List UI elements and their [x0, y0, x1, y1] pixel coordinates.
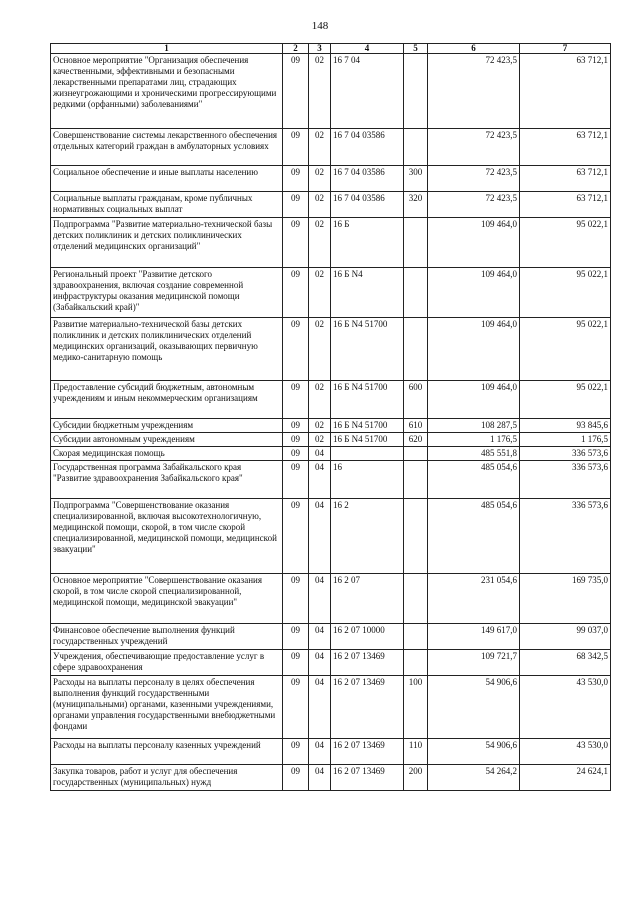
header-cell: 5	[404, 44, 428, 54]
amount-column-7: 63 712,1	[520, 166, 611, 192]
header-cell: 3	[309, 44, 331, 54]
target-code: 16 Б N4	[331, 268, 404, 318]
amount-column-7: 169 735,0	[520, 574, 611, 624]
expense-type-code	[404, 624, 428, 650]
expense-name: Учреждения, обеспечивающие предоставление услуг в сфере здравоохранения	[51, 650, 283, 676]
amount-column-6: 72 423,5	[428, 166, 520, 192]
subsection-code: 04	[309, 499, 331, 574]
expense-type-code	[404, 268, 428, 318]
table-row	[51, 574, 611, 624]
section-code: 09	[283, 765, 309, 791]
subsection-code: 02	[309, 419, 331, 433]
expense-type-code	[404, 461, 428, 499]
amount-column-6: 54 264,2	[428, 765, 520, 791]
budget-table	[50, 43, 611, 791]
target-code: 16 7 04 03586	[331, 166, 404, 192]
expense-type-code	[404, 447, 428, 461]
subsection-code: 02	[309, 166, 331, 192]
target-code: 16 2 07	[331, 574, 404, 624]
expense-type-code: 300	[404, 166, 428, 192]
header-cell: 6	[428, 44, 520, 54]
amount-column-7: 95 022,1	[520, 381, 611, 419]
expense-type-code: 600	[404, 381, 428, 419]
amount-column-7: 95 022,1	[520, 268, 611, 318]
section-code: 09	[283, 461, 309, 499]
section-code: 09	[283, 447, 309, 461]
expense-name: Расходы на выплаты персоналу казенных учреждений	[51, 739, 283, 765]
amount-column-7: 93 845,6	[520, 419, 611, 433]
target-code: 16 2	[331, 499, 404, 574]
amount-column-6: 108 287,5	[428, 419, 520, 433]
section-code: 09	[283, 166, 309, 192]
target-code: 16 Б N4 51700	[331, 318, 404, 381]
expense-name: Государственная программа Забайкальского края "Развитие здравоохранения Забайкальского края"	[51, 461, 283, 499]
amount-column-7: 63 712,1	[520, 129, 611, 166]
amount-column-6: 109 464,0	[428, 381, 520, 419]
section-code: 09	[283, 499, 309, 574]
expense-name: Совершенствование системы лекарственного обеспечения отдельных категорий граждан в амбулаторных условиях	[51, 129, 283, 166]
amount-column-7: 63 712,1	[520, 54, 611, 129]
expense-name: Основное мероприятие "Организация обеспечения качественными, эффективными и безопасными лекарственными препаратами лиц, страдающих жизнеугрожающими и хроническими прогрессирующими редкими (орфанными) заболеваниями"	[51, 54, 283, 129]
subsection-code: 04	[309, 461, 331, 499]
expense-name: Субсидии бюджетным учреждениям	[51, 419, 283, 433]
section-code: 09	[283, 419, 309, 433]
section-code: 09	[283, 54, 309, 129]
section-code: 09	[283, 381, 309, 419]
expense-type-code	[404, 499, 428, 574]
expense-name: Социальные выплаты гражданам, кроме публичных нормативных социальных выплат	[51, 192, 283, 218]
section-code: 09	[283, 218, 309, 268]
expense-type-code	[404, 218, 428, 268]
expense-type-code: 320	[404, 192, 428, 218]
expense-name: Расходы на выплаты персоналу в целях обеспечения выполнения функций государственными (муниципальными) органами, казенными учреждениями, органами управления государственными внебюджетными фондами	[51, 676, 283, 739]
table-row	[51, 54, 611, 129]
subsection-code: 02	[309, 54, 331, 129]
expense-name: Закупка товаров, работ и услуг для обеспечения государственных (муниципальных) нужд	[51, 765, 283, 791]
amount-column-7: 336 573,6	[520, 447, 611, 461]
target-code: 16 Б N4 51700	[331, 419, 404, 433]
expense-type-code	[404, 650, 428, 676]
subsection-code: 02	[309, 433, 331, 447]
subsection-code: 02	[309, 268, 331, 318]
expense-type-code: 620	[404, 433, 428, 447]
amount-column-7: 336 573,6	[520, 499, 611, 574]
expense-name: Подпрограмма "Совершенствование оказания специализированной, включая высокотехнологичную, медицинской помощи, скорой, в том числе скорой специализированной, медицинской помощи, медицинской эвакуации"	[51, 499, 283, 574]
amount-column-7: 43 530,0	[520, 676, 611, 739]
subsection-code: 04	[309, 574, 331, 624]
expense-name: Социальное обеспечение и иные выплаты населению	[51, 166, 283, 192]
target-code: 16 2 07 13469	[331, 650, 404, 676]
table-row	[51, 218, 611, 268]
expense-name: Развитие материально-технической базы детских поликлиник и детских поликлинических отделений медицинских организаций, оказывающих первичную медико-санитарную помощь	[51, 318, 283, 381]
header-cell: 7	[520, 44, 611, 54]
header-cell: 1	[51, 44, 283, 54]
expense-type-code: 610	[404, 419, 428, 433]
target-code: 16 2 07 13469	[331, 765, 404, 791]
subsection-code: 02	[309, 218, 331, 268]
amount-column-6: 109 464,0	[428, 318, 520, 381]
target-code: 16 2 07 10000	[331, 624, 404, 650]
target-code: 16 Б N4 51700	[331, 381, 404, 419]
amount-column-7: 24 624,1	[520, 765, 611, 791]
section-code: 09	[283, 268, 309, 318]
subsection-code: 04	[309, 676, 331, 739]
table-row	[51, 739, 611, 765]
subsection-code: 02	[309, 192, 331, 218]
amount-column-6: 1 176,5	[428, 433, 520, 447]
amount-column-6: 149 617,0	[428, 624, 520, 650]
table-row	[51, 650, 611, 676]
expense-type-code	[404, 318, 428, 381]
expense-type-code	[404, 54, 428, 129]
expense-name: Финансовое обеспечение выполнения функций государственных учреждений	[51, 624, 283, 650]
table-row	[51, 192, 611, 218]
expense-name: Субсидии автономным учреждениям	[51, 433, 283, 447]
amount-column-6: 54 906,6	[428, 676, 520, 739]
subsection-code: 04	[309, 447, 331, 461]
target-code: 16 Б N4 51700	[331, 433, 404, 447]
section-code: 09	[283, 433, 309, 447]
target-code: 16 Б	[331, 218, 404, 268]
target-code: 16 2 07 13469	[331, 676, 404, 739]
amount-column-6: 72 423,5	[428, 192, 520, 218]
amount-column-6: 54 906,6	[428, 739, 520, 765]
amount-column-6: 485 054,6	[428, 499, 520, 574]
table-row	[51, 499, 611, 574]
table-row	[51, 447, 611, 461]
amount-column-6: 109 464,0	[428, 268, 520, 318]
amount-column-7: 95 022,1	[520, 318, 611, 381]
page-number: 148	[311, 20, 329, 32]
amount-column-6: 485 054,6	[428, 461, 520, 499]
amount-column-7: 63 712,1	[520, 192, 611, 218]
table-row	[51, 461, 611, 499]
amount-column-6: 72 423,5	[428, 129, 520, 166]
subsection-code: 02	[309, 381, 331, 419]
subsection-code: 04	[309, 624, 331, 650]
target-code: 16 7 04 03586	[331, 129, 404, 166]
table-row	[51, 765, 611, 791]
amount-column-6: 109 464,0	[428, 218, 520, 268]
subsection-code: 04	[309, 765, 331, 791]
header-row	[51, 44, 611, 54]
expense-name: Предоставление субсидий бюджетным, автономным учреждениям и иным некоммерческим организациям	[51, 381, 283, 419]
header-cell: 2	[283, 44, 309, 54]
target-code	[331, 447, 404, 461]
table-row	[51, 433, 611, 447]
section-code: 09	[283, 650, 309, 676]
amount-column-7: 43 530,0	[520, 739, 611, 765]
expense-type-code	[404, 574, 428, 624]
subsection-code: 04	[309, 739, 331, 765]
header-cell: 4	[331, 44, 404, 54]
section-code: 09	[283, 129, 309, 166]
section-code: 09	[283, 574, 309, 624]
amount-column-6: 231 054,6	[428, 574, 520, 624]
subsection-code: 02	[309, 129, 331, 166]
table-row	[51, 381, 611, 419]
expense-name: Региональный проект "Развитие детского здравоохранения, включая создание современной инфраструктуры оказания медицинской помощи (Забайкальский край)"	[51, 268, 283, 318]
table-row	[51, 166, 611, 192]
section-code: 09	[283, 624, 309, 650]
section-code: 09	[283, 676, 309, 739]
section-code: 09	[283, 739, 309, 765]
amount-column-7: 336 573,6	[520, 461, 611, 499]
amount-column-7: 68 342,5	[520, 650, 611, 676]
expense-name: Скорая медицинская помощь	[51, 447, 283, 461]
expense-type-code	[404, 129, 428, 166]
amount-column-6: 485 551,8	[428, 447, 520, 461]
amount-column-7: 1 176,5	[520, 433, 611, 447]
subsection-code: 04	[309, 650, 331, 676]
amount-column-7: 99 037,0	[520, 624, 611, 650]
table-row	[51, 419, 611, 433]
table-row	[51, 318, 611, 381]
amount-column-6: 109 721,7	[428, 650, 520, 676]
expense-name: Подпрограмма "Развитие материально-технической базы детских поликлиник и детских поликлинических отделений медицинских организаций"	[51, 218, 283, 268]
target-code: 16 2 07 13469	[331, 739, 404, 765]
amount-column-7: 95 022,1	[520, 218, 611, 268]
subsection-code: 02	[309, 318, 331, 381]
amount-column-6: 72 423,5	[428, 54, 520, 129]
expense-type-code: 110	[404, 739, 428, 765]
expense-name: Основное мероприятие "Совершенствование оказания скорой, в том числе скорой специализированной, медицинской помощи, медицинской эвакуации"	[51, 574, 283, 624]
table-row	[51, 624, 611, 650]
expense-type-code: 100	[404, 676, 428, 739]
table-row	[51, 676, 611, 739]
table-row	[51, 268, 611, 318]
table-row	[51, 129, 611, 166]
section-code: 09	[283, 318, 309, 381]
section-code: 09	[283, 192, 309, 218]
target-code: 16 7 04 03586	[331, 192, 404, 218]
target-code: 16 7 04	[331, 54, 404, 129]
target-code: 16	[331, 461, 404, 499]
expense-type-code: 200	[404, 765, 428, 791]
